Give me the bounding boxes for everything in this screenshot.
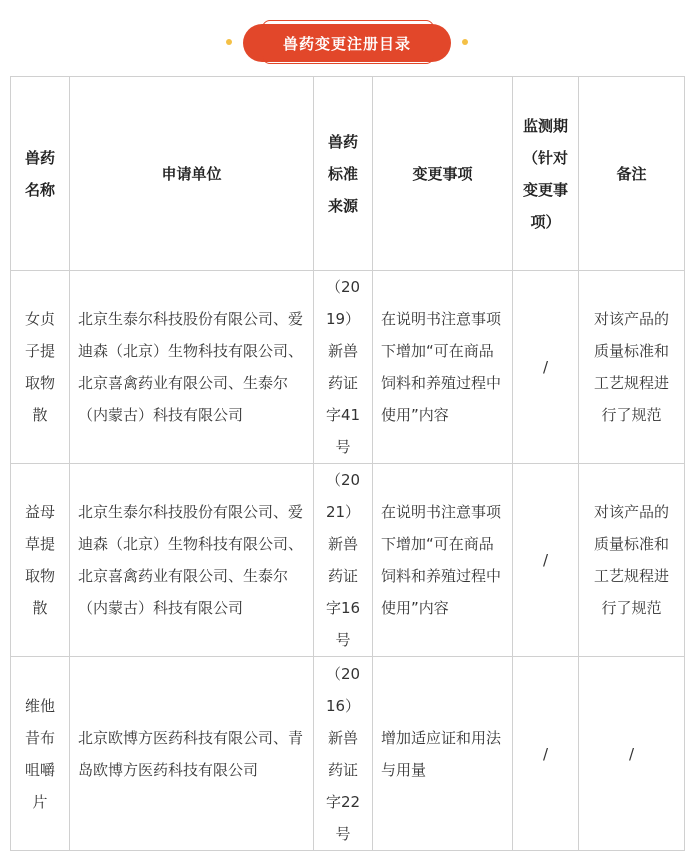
header bbox=[0, 0, 694, 70]
cell-applicant: 北京生泰尔科技股份有限公司、爱迪森（北京）生物科技有限公司、北京喜禽药业有限公司、生泰尔（内蒙古）科技有限公司 bbox=[70, 271, 314, 464]
column-header-monitoring: 监测期（针对变更事项） bbox=[513, 77, 579, 271]
decorative-dot-left bbox=[226, 39, 232, 45]
table-row bbox=[11, 464, 685, 657]
column-header-change: 变更事项 bbox=[373, 77, 513, 271]
cell-monitoring: / bbox=[513, 464, 579, 657]
column-header-name: 兽药名称 bbox=[11, 77, 70, 271]
table-row bbox=[11, 271, 685, 464]
cell-change: 在说明书注意事项下增加“可在商品饲料和养殖过程中使用”内容 bbox=[373, 271, 513, 464]
cell-name: 益母草提取物散 bbox=[11, 464, 70, 657]
cell-applicant: 北京生泰尔科技股份有限公司、爱迪森（北京）生物科技有限公司、北京喜禽药业有限公司、生泰尔（内蒙古）科技有限公司 bbox=[70, 464, 314, 657]
cell-applicant: 北京欧博方医药科技有限公司、青岛欧博方医药科技有限公司 bbox=[70, 657, 314, 851]
column-header-applicant: 申请单位 bbox=[70, 77, 314, 271]
table-header-row bbox=[11, 77, 685, 271]
cell-standard: （2021）新兽药证字16号 bbox=[314, 464, 373, 657]
cell-change: 增加适应证和用法与用量 bbox=[373, 657, 513, 851]
cell-standard: （2016）新兽药证字22号 bbox=[314, 657, 373, 851]
section-title: 兽药变更注册目录 bbox=[243, 24, 451, 62]
column-header-remark: 备注 bbox=[579, 77, 685, 271]
registration-table bbox=[10, 76, 685, 851]
cell-monitoring: / bbox=[513, 657, 579, 851]
cell-remark: 对该产品的质量标准和工艺规程进行了规范 bbox=[579, 271, 685, 464]
cell-remark: 对该产品的质量标准和工艺规程进行了规范 bbox=[579, 464, 685, 657]
cell-name: 女贞子提取物散 bbox=[11, 271, 70, 464]
decorative-dot-right bbox=[462, 39, 468, 45]
cell-standard: （2019）新兽药证字41号 bbox=[314, 271, 373, 464]
cell-name: 维他昔布咀嚼片 bbox=[11, 657, 70, 851]
cell-change: 在说明书注意事项下增加“可在商品饲料和养殖过程中使用”内容 bbox=[373, 464, 513, 657]
cell-remark: / bbox=[579, 657, 685, 851]
cell-monitoring: / bbox=[513, 271, 579, 464]
column-header-standard: 兽药标准来源 bbox=[314, 77, 373, 271]
table-row bbox=[11, 657, 685, 851]
